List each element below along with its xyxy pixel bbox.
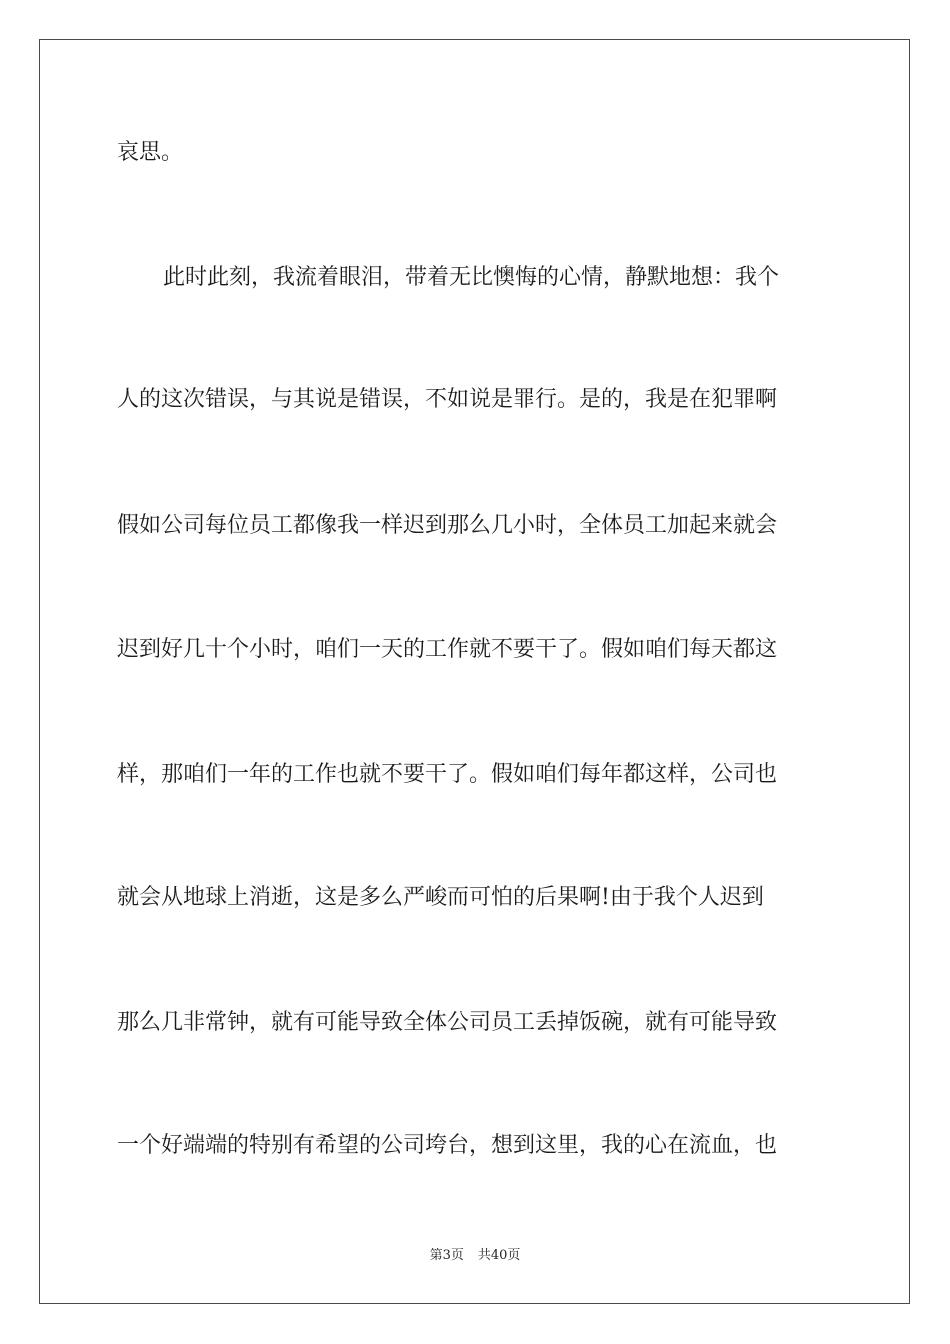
page-number: 第3页 <box>429 1248 464 1263</box>
text-line-8: 那么几非常钟，就有可能导致全体公司员工丢掉饭碗，就有可能导致 <box>117 1010 778 1035</box>
text-line-6: 样，那咱们一年的工作也就不要干了。假如咱们每年都这样，公司也 <box>117 762 778 787</box>
page-total: 共40页 <box>477 1248 521 1263</box>
page-border <box>39 39 910 1304</box>
text-line-3: 人的这次错误，与其说是错误，不如说是罪行。是的，我是在犯罪啊 <box>117 387 778 412</box>
text-line-2: 此时此刻，我流着眼泪，带着无比懊悔的心情，静默地想：我个 <box>163 265 780 290</box>
page-footer <box>0 1247 950 1265</box>
text-line-1: 哀思。 <box>117 140 184 165</box>
text-line-4: 假如公司每位员工都像我一样迟到那么几小时，全体员工加起来就会 <box>117 513 778 538</box>
text-line-7: 就会从地球上消逝，这是多么严峻而可怕的后果啊!由于我个人迟到 <box>117 885 764 910</box>
text-line-5: 迟到好几十个小时，咱们一天的工作就不要干了。假如咱们每天都这 <box>117 637 778 662</box>
text-line-9: 一个好端端的特别有希望的公司垮台，想到这里，我的心在流血，也 <box>117 1133 778 1158</box>
